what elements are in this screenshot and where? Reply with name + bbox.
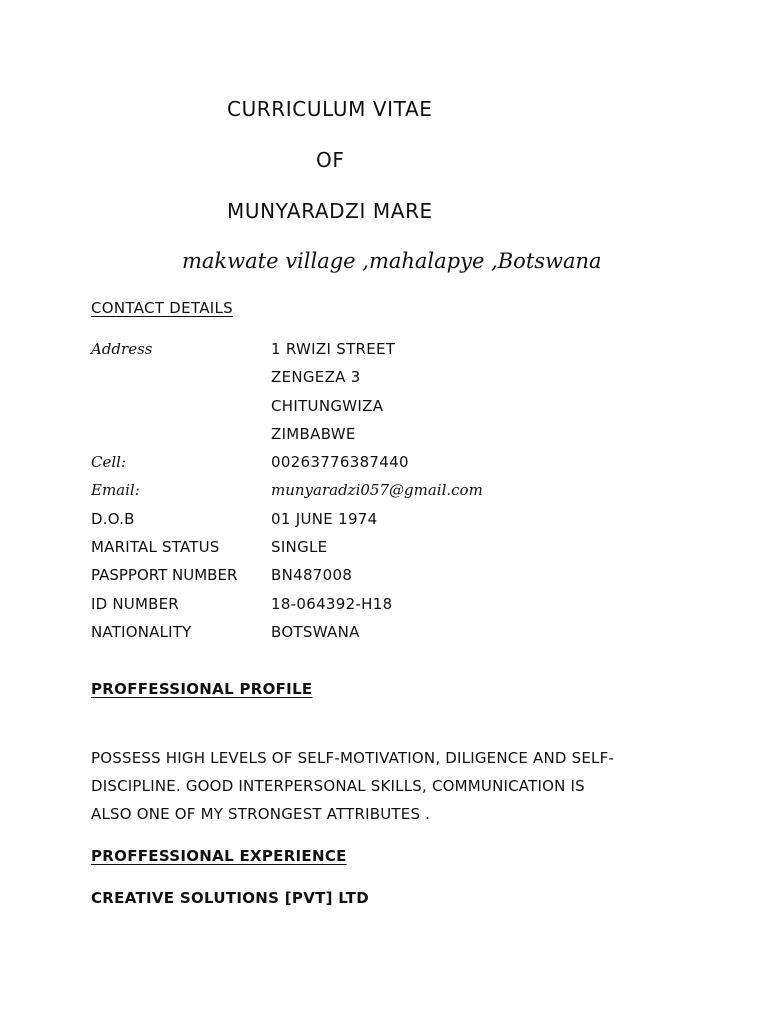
address-line: ZENGEZA 3: [271, 368, 361, 386]
marital-status-label: MARITAL STATUS: [91, 538, 220, 556]
professional-profile-heading: PROFFESSIONAL PROFILE: [91, 680, 313, 698]
id-number-value: 18-064392-H18: [271, 595, 393, 613]
contact-details-heading: CONTACT DETAILS: [91, 299, 233, 317]
address-line: CHITUNGWIZA: [271, 397, 384, 415]
email-value: munyaradzi057@gmail.com: [271, 481, 483, 499]
profile-text-line: POSSESS HIGH LEVELS OF SELF-MOTIVATION, DILIGENCE AND SELF-: [91, 749, 615, 767]
passport-number-label: PASPPORT NUMBER: [91, 566, 238, 584]
id-number-label: ID NUMBER: [91, 595, 179, 613]
document-title-of: OF: [316, 148, 345, 172]
address-label: Address: [91, 340, 153, 358]
email-label: Email:: [91, 481, 140, 499]
address-line: 1 RWIZI STREET: [271, 340, 396, 358]
marital-status-value: SINGLE: [271, 538, 328, 556]
candidate-name: MUNYARADZI MARE: [227, 199, 433, 223]
cell-label: Cell:: [91, 453, 127, 471]
dob-value: 01 JUNE 1974: [271, 510, 378, 528]
nationality-value: BOTSWANA: [271, 623, 360, 641]
profile-text-line: DISCIPLINE. GOOD INTERPERSONAL SKILLS, COMMUNICATION IS: [91, 777, 585, 795]
cell-value: 00263776387440: [271, 453, 409, 471]
candidate-location: makwate village ,mahalapye ,Botswana: [182, 249, 602, 273]
professional-experience-heading: PROFFESSIONAL EXPERIENCE: [91, 847, 347, 865]
nationality-label: NATIONALITY: [91, 623, 192, 641]
dob-label: D.O.B: [91, 510, 135, 528]
address-line: ZIMBABWE: [271, 425, 356, 443]
document-title: CURRICULUM VITAE: [227, 97, 433, 121]
company-name: CREATIVE SOLUTIONS [PVT] LTD: [91, 889, 369, 907]
passport-number-value: BN487008: [271, 566, 353, 584]
profile-text-line: ALSO ONE OF MY STRONGEST ATTRIBUTES .: [91, 805, 431, 823]
